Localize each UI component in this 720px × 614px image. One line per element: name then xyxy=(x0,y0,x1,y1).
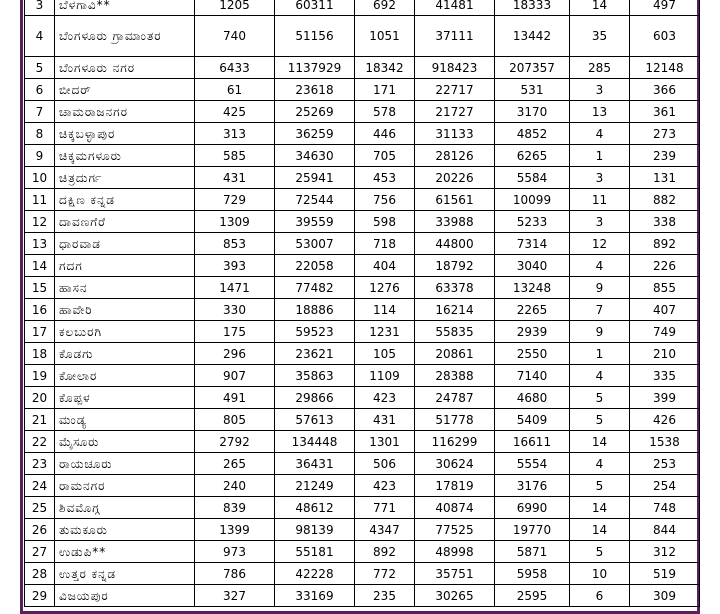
value-cell-c7: 892 xyxy=(630,233,700,255)
district-name-cell: ವಿಜಯಪುರ xyxy=(55,585,195,607)
value-cell-c1: 6433 xyxy=(195,57,275,79)
serial-number-cell: 19 xyxy=(25,365,55,387)
value-cell-c4: 77525 xyxy=(415,519,495,541)
district-name-cell: ಶಿವಮೊಗ್ಗ xyxy=(55,497,195,519)
value-cell-c1: 327 xyxy=(195,585,275,607)
value-cell-c1: 425 xyxy=(195,101,275,123)
table-row xyxy=(25,211,700,233)
value-cell-c3: 171 xyxy=(355,79,415,101)
table-row xyxy=(25,453,700,475)
district-name-cell: ಬೆಳಗಾವಿ** xyxy=(55,0,195,16)
value-cell-c5: 18333 xyxy=(495,0,570,16)
value-cell-c7: 239 xyxy=(630,145,700,167)
serial-number-cell: 27 xyxy=(25,541,55,563)
value-cell-c2: 48612 xyxy=(275,497,355,519)
serial-number-cell: 7 xyxy=(25,101,55,123)
district-name-cell: ಕಲಬುರಗಿ xyxy=(55,321,195,343)
value-cell-c1: 296 xyxy=(195,343,275,365)
value-cell-c1: 61 xyxy=(195,79,275,101)
serial-number-cell: 18 xyxy=(25,343,55,365)
value-cell-c5: 19770 xyxy=(495,519,570,541)
value-cell-c2: 36259 xyxy=(275,123,355,145)
value-cell-c3: 1276 xyxy=(355,277,415,299)
value-cell-c7: 603 xyxy=(630,16,700,57)
value-cell-c2: 1137929 xyxy=(275,57,355,79)
value-cell-c2: 42228 xyxy=(275,563,355,585)
value-cell-c5: 2595 xyxy=(495,585,570,607)
value-cell-c6: 9 xyxy=(570,277,630,299)
value-cell-c6: 5 xyxy=(570,475,630,497)
value-cell-c3: 756 xyxy=(355,189,415,211)
value-cell-c5: 5554 xyxy=(495,453,570,475)
table-row xyxy=(25,16,700,57)
value-cell-c2: 25269 xyxy=(275,101,355,123)
value-cell-c4: 35751 xyxy=(415,563,495,585)
serial-number-cell: 22 xyxy=(25,431,55,453)
value-cell-c7: 131 xyxy=(630,167,700,189)
district-name-cell: ದಕ್ಷಿಣ ಕನ್ನಡ xyxy=(55,189,195,211)
value-cell-c4: 28126 xyxy=(415,145,495,167)
district-statistics-table xyxy=(24,0,700,607)
district-name-cell: ರಾಮನಗರ xyxy=(55,475,195,497)
value-cell-c1: 729 xyxy=(195,189,275,211)
value-cell-c3: 1051 xyxy=(355,16,415,57)
value-cell-c7: 844 xyxy=(630,519,700,541)
value-cell-c5: 10099 xyxy=(495,189,570,211)
serial-number-cell: 13 xyxy=(25,233,55,255)
value-cell-c4: 33988 xyxy=(415,211,495,233)
value-cell-c5: 13442 xyxy=(495,16,570,57)
table-row xyxy=(25,585,700,607)
value-cell-c7: 399 xyxy=(630,387,700,409)
value-cell-c3: 506 xyxy=(355,453,415,475)
value-cell-c4: 17819 xyxy=(415,475,495,497)
value-cell-c3: 431 xyxy=(355,409,415,431)
value-cell-c2: 34630 xyxy=(275,145,355,167)
value-cell-c1: 491 xyxy=(195,387,275,409)
value-cell-c1: 1399 xyxy=(195,519,275,541)
table-row xyxy=(25,343,700,365)
value-cell-c4: 30265 xyxy=(415,585,495,607)
district-name-cell: ಕೊಡಗು xyxy=(55,343,195,365)
district-name-cell: ಬೀದರ್ xyxy=(55,79,195,101)
value-cell-c5: 4680 xyxy=(495,387,570,409)
district-name-cell: ಗದಗ xyxy=(55,255,195,277)
value-cell-c2: 39559 xyxy=(275,211,355,233)
serial-number-cell: 11 xyxy=(25,189,55,211)
value-cell-c2: 35863 xyxy=(275,365,355,387)
value-cell-c4: 18792 xyxy=(415,255,495,277)
value-cell-c5: 3040 xyxy=(495,255,570,277)
value-cell-c2: 21249 xyxy=(275,475,355,497)
district-name-cell: ಬೆಂಗಳೂರು ಗ್ರಾಮಾಂತರ xyxy=(55,16,195,57)
value-cell-c4: 16214 xyxy=(415,299,495,321)
table-row xyxy=(25,277,700,299)
district-name-cell: ಚಾಮರಾಜನಗರ xyxy=(55,101,195,123)
value-cell-c6: 9 xyxy=(570,321,630,343)
value-cell-c3: 453 xyxy=(355,167,415,189)
serial-number-cell: 29 xyxy=(25,585,55,607)
serial-number-cell: 6 xyxy=(25,79,55,101)
value-cell-c4: 21727 xyxy=(415,101,495,123)
value-cell-c1: 1205 xyxy=(195,0,275,16)
value-cell-c2: 72544 xyxy=(275,189,355,211)
value-cell-c4: 55835 xyxy=(415,321,495,343)
value-cell-c5: 2550 xyxy=(495,343,570,365)
value-cell-c5: 2265 xyxy=(495,299,570,321)
serial-number-cell: 5 xyxy=(25,57,55,79)
value-cell-c5: 13248 xyxy=(495,277,570,299)
value-cell-c7: 497 xyxy=(630,0,700,16)
serial-number-cell: 24 xyxy=(25,475,55,497)
value-cell-c6: 11 xyxy=(570,189,630,211)
value-cell-c5: 7314 xyxy=(495,233,570,255)
value-cell-c7: 366 xyxy=(630,79,700,101)
value-cell-c7: 254 xyxy=(630,475,700,497)
value-cell-c6: 14 xyxy=(570,431,630,453)
value-cell-c3: 1109 xyxy=(355,365,415,387)
value-cell-c1: 853 xyxy=(195,233,275,255)
value-cell-c4: 30624 xyxy=(415,453,495,475)
value-cell-c5: 531 xyxy=(495,79,570,101)
value-cell-c7: 335 xyxy=(630,365,700,387)
table-row xyxy=(25,123,700,145)
district-name-cell: ಹಾಸನ xyxy=(55,277,195,299)
value-cell-c4: 24787 xyxy=(415,387,495,409)
value-cell-c1: 240 xyxy=(195,475,275,497)
value-cell-c3: 772 xyxy=(355,563,415,585)
value-cell-c7: 226 xyxy=(630,255,700,277)
value-cell-c4: 20226 xyxy=(415,167,495,189)
value-cell-c5: 7140 xyxy=(495,365,570,387)
serial-number-cell: 4 xyxy=(25,16,55,57)
value-cell-c1: 1309 xyxy=(195,211,275,233)
value-cell-c7: 855 xyxy=(630,277,700,299)
district-name-cell: ಉತ್ತರ ಕನ್ನಡ xyxy=(55,563,195,585)
value-cell-c6: 7 xyxy=(570,299,630,321)
district-name-cell: ಕೋಲಾರ xyxy=(55,365,195,387)
value-cell-c7: 407 xyxy=(630,299,700,321)
value-cell-c5: 4852 xyxy=(495,123,570,145)
value-cell-c1: 265 xyxy=(195,453,275,475)
table-row xyxy=(25,409,700,431)
value-cell-c3: 423 xyxy=(355,387,415,409)
value-cell-c6: 3 xyxy=(570,79,630,101)
value-cell-c2: 77482 xyxy=(275,277,355,299)
district-name-cell: ದಾವಣಗೆರೆ xyxy=(55,211,195,233)
value-cell-c7: 882 xyxy=(630,189,700,211)
value-cell-c2: 60311 xyxy=(275,0,355,16)
value-cell-c5: 6265 xyxy=(495,145,570,167)
value-cell-c4: 44800 xyxy=(415,233,495,255)
value-cell-c2: 33169 xyxy=(275,585,355,607)
table-row xyxy=(25,57,700,79)
serial-number-cell: 26 xyxy=(25,519,55,541)
value-cell-c3: 771 xyxy=(355,497,415,519)
value-cell-c1: 431 xyxy=(195,167,275,189)
value-cell-c2: 59523 xyxy=(275,321,355,343)
value-cell-c4: 51778 xyxy=(415,409,495,431)
value-cell-c2: 57613 xyxy=(275,409,355,431)
value-cell-c2: 25941 xyxy=(275,167,355,189)
value-cell-c5: 5233 xyxy=(495,211,570,233)
serial-number-cell: 12 xyxy=(25,211,55,233)
serial-number-cell: 28 xyxy=(25,563,55,585)
value-cell-c7: 426 xyxy=(630,409,700,431)
value-cell-c3: 4347 xyxy=(355,519,415,541)
serial-number-cell: 10 xyxy=(25,167,55,189)
district-name-cell: ಚಿತ್ರದುರ್ಗ xyxy=(55,167,195,189)
value-cell-c1: 393 xyxy=(195,255,275,277)
table-row xyxy=(25,167,700,189)
value-cell-c6: 14 xyxy=(570,497,630,519)
value-cell-c6: 4 xyxy=(570,453,630,475)
value-cell-c2: 29866 xyxy=(275,387,355,409)
value-cell-c7: 749 xyxy=(630,321,700,343)
value-cell-c1: 313 xyxy=(195,123,275,145)
serial-number-cell: 23 xyxy=(25,453,55,475)
table-row xyxy=(25,145,700,167)
table-row xyxy=(25,431,700,453)
table-row xyxy=(25,387,700,409)
value-cell-c7: 338 xyxy=(630,211,700,233)
table-row xyxy=(25,0,700,16)
value-cell-c3: 892 xyxy=(355,541,415,563)
value-cell-c1: 973 xyxy=(195,541,275,563)
serial-number-cell: 21 xyxy=(25,409,55,431)
value-cell-c4: 48998 xyxy=(415,541,495,563)
value-cell-c5: 5958 xyxy=(495,563,570,585)
value-cell-c6: 14 xyxy=(570,0,630,16)
serial-number-cell: 8 xyxy=(25,123,55,145)
table-row xyxy=(25,189,700,211)
table-row xyxy=(25,475,700,497)
value-cell-c7: 273 xyxy=(630,123,700,145)
value-cell-c2: 23618 xyxy=(275,79,355,101)
value-cell-c4: 116299 xyxy=(415,431,495,453)
value-cell-c6: 13 xyxy=(570,101,630,123)
value-cell-c4: 40874 xyxy=(415,497,495,519)
value-cell-c3: 718 xyxy=(355,233,415,255)
value-cell-c3: 1231 xyxy=(355,321,415,343)
table-row xyxy=(25,321,700,343)
value-cell-c3: 578 xyxy=(355,101,415,123)
value-cell-c6: 4 xyxy=(570,365,630,387)
value-cell-c4: 31133 xyxy=(415,123,495,145)
district-name-cell: ಹಾವೇರಿ xyxy=(55,299,195,321)
value-cell-c5: 3170 xyxy=(495,101,570,123)
district-name-cell: ಉಡುಪಿ** xyxy=(55,541,195,563)
value-cell-c7: 309 xyxy=(630,585,700,607)
value-cell-c1: 1471 xyxy=(195,277,275,299)
serial-number-cell: 17 xyxy=(25,321,55,343)
table-row xyxy=(25,497,700,519)
value-cell-c1: 805 xyxy=(195,409,275,431)
value-cell-c7: 253 xyxy=(630,453,700,475)
value-cell-c1: 585 xyxy=(195,145,275,167)
value-cell-c4: 918423 xyxy=(415,57,495,79)
value-cell-c3: 598 xyxy=(355,211,415,233)
table-row xyxy=(25,101,700,123)
serial-number-cell: 3 xyxy=(25,0,55,16)
district-name-cell: ತುಮಕೂರು xyxy=(55,519,195,541)
value-cell-c3: 105 xyxy=(355,343,415,365)
value-cell-c5: 3176 xyxy=(495,475,570,497)
value-cell-c3: 235 xyxy=(355,585,415,607)
value-cell-c2: 23621 xyxy=(275,343,355,365)
value-cell-c6: 4 xyxy=(570,255,630,277)
value-cell-c6: 3 xyxy=(570,211,630,233)
value-cell-c3: 692 xyxy=(355,0,415,16)
value-cell-c2: 53007 xyxy=(275,233,355,255)
value-cell-c4: 20861 xyxy=(415,343,495,365)
value-cell-c6: 14 xyxy=(570,519,630,541)
value-cell-c6: 10 xyxy=(570,563,630,585)
table-row xyxy=(25,299,700,321)
value-cell-c1: 740 xyxy=(195,16,275,57)
value-cell-c5: 207357 xyxy=(495,57,570,79)
value-cell-c3: 114 xyxy=(355,299,415,321)
district-name-cell: ಬೆಂಗಳೂರು ನಗರ xyxy=(55,57,195,79)
value-cell-c7: 210 xyxy=(630,343,700,365)
value-cell-c6: 1 xyxy=(570,145,630,167)
value-cell-c6: 3 xyxy=(570,167,630,189)
value-cell-c2: 55181 xyxy=(275,541,355,563)
value-cell-c6: 5 xyxy=(570,387,630,409)
value-cell-c7: 312 xyxy=(630,541,700,563)
value-cell-c2: 22058 xyxy=(275,255,355,277)
value-cell-c7: 748 xyxy=(630,497,700,519)
value-cell-c7: 519 xyxy=(630,563,700,585)
table-row xyxy=(25,519,700,541)
value-cell-c5: 5409 xyxy=(495,409,570,431)
value-cell-c6: 12 xyxy=(570,233,630,255)
value-cell-c6: 6 xyxy=(570,585,630,607)
table-row xyxy=(25,233,700,255)
table-row xyxy=(25,541,700,563)
district-name-cell: ಧಾರವಾಡ xyxy=(55,233,195,255)
value-cell-c5: 5871 xyxy=(495,541,570,563)
value-cell-c6: 35 xyxy=(570,16,630,57)
value-cell-c3: 18342 xyxy=(355,57,415,79)
table-body xyxy=(25,0,700,607)
value-cell-c2: 51156 xyxy=(275,16,355,57)
serial-number-cell: 25 xyxy=(25,497,55,519)
value-cell-c2: 134448 xyxy=(275,431,355,453)
value-cell-c4: 28388 xyxy=(415,365,495,387)
value-cell-c5: 16611 xyxy=(495,431,570,453)
value-cell-c6: 5 xyxy=(570,409,630,431)
district-name-cell: ಕೊಪ್ಪಳ xyxy=(55,387,195,409)
table-row xyxy=(25,255,700,277)
value-cell-c4: 63378 xyxy=(415,277,495,299)
value-cell-c1: 786 xyxy=(195,563,275,585)
district-name-cell: ಚಿಕ್ಕಬಳ್ಳಾಪುರ xyxy=(55,123,195,145)
table-row xyxy=(25,79,700,101)
value-cell-c1: 175 xyxy=(195,321,275,343)
value-cell-c3: 423 xyxy=(355,475,415,497)
value-cell-c5: 6990 xyxy=(495,497,570,519)
value-cell-c4: 37111 xyxy=(415,16,495,57)
serial-number-cell: 20 xyxy=(25,387,55,409)
serial-number-cell: 14 xyxy=(25,255,55,277)
value-cell-c6: 5 xyxy=(570,541,630,563)
district-name-cell: ಮಂಡ್ಯ xyxy=(55,409,195,431)
serial-number-cell: 16 xyxy=(25,299,55,321)
serial-number-cell: 15 xyxy=(25,277,55,299)
value-cell-c6: 285 xyxy=(570,57,630,79)
value-cell-c2: 98139 xyxy=(275,519,355,541)
value-cell-c1: 2792 xyxy=(195,431,275,453)
value-cell-c6: 1 xyxy=(570,343,630,365)
value-cell-c7: 361 xyxy=(630,101,700,123)
value-cell-c4: 61561 xyxy=(415,189,495,211)
value-cell-c3: 446 xyxy=(355,123,415,145)
district-name-cell: ಚಿಕ್ಕಮಗಳೂರು xyxy=(55,145,195,167)
value-cell-c7: 12148 xyxy=(630,57,700,79)
value-cell-c4: 22717 xyxy=(415,79,495,101)
value-cell-c1: 330 xyxy=(195,299,275,321)
value-cell-c5: 2939 xyxy=(495,321,570,343)
value-cell-c2: 18886 xyxy=(275,299,355,321)
value-cell-c3: 705 xyxy=(355,145,415,167)
value-cell-c6: 4 xyxy=(570,123,630,145)
value-cell-c1: 839 xyxy=(195,497,275,519)
value-cell-c3: 404 xyxy=(355,255,415,277)
value-cell-c3: 1301 xyxy=(355,431,415,453)
serial-number-cell: 9 xyxy=(25,145,55,167)
district-name-cell: ಮೈಸೂರು xyxy=(55,431,195,453)
value-cell-c4: 41481 xyxy=(415,0,495,16)
value-cell-c2: 36431 xyxy=(275,453,355,475)
value-cell-c7: 1538 xyxy=(630,431,700,453)
table-row xyxy=(25,365,700,387)
value-cell-c1: 907 xyxy=(195,365,275,387)
value-cell-c5: 5584 xyxy=(495,167,570,189)
district-name-cell: ರಾಯಚೂರು xyxy=(55,453,195,475)
table-row xyxy=(25,563,700,585)
